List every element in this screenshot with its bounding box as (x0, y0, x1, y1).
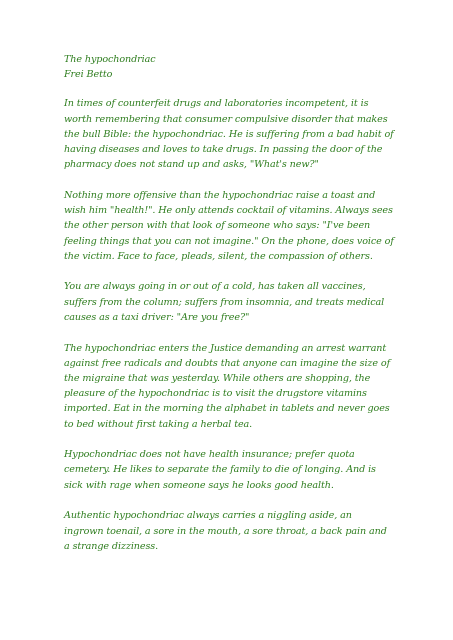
paragraph-4: The hypochondriac enters the Justice demanding an arrest warrant against free radicals and doubts that anyone can imagine the size of the migraine that was yesterday. While others are shopping, the pleasure of the hypochondriac is to visit the drugstore vitamins imported. Eat in the morning the alphabet in tablets and never goes to bed without first taking a herbal tea. (64, 342, 391, 430)
paragraph-5: Hypochondriac does not have health insurance; prefer quota cemetery. He likes to separate the family to die of longing. And is sick with rage when someone says he looks good health. (64, 449, 376, 491)
paragraph-3: You are always going in or out of a cold, has taken all vaccines, suffers from the column; suffers from insomnia, and treats medical causes as a taxi driver: "Are you free?" (64, 281, 385, 323)
paragraph-2: Nothing more offensive than the hypochondriac raise a toast and wish him "health!". He only attends cocktail of vitamins. Always sees the other person with that look of someone who says: "I've been feeling things that you can not imagine." On the phone, does voice of the victim. Face to face, pleads, silent, the compassion of others. (64, 189, 394, 262)
paragraph-6: Authentic hypochondriac always carries a niggling aside, an ingrown toenail, a sore in the mouth, a sore throat, a back pain and a strange dizziness. (64, 510, 387, 552)
paragraph-1: In times of counterfeit drugs and laboratories incompetent, it is worth remembering that consumer compulsive disorder that makes the bull Bible: the hypochondriac. He is suffering from a bad habit of having diseases and loves to take drugs. In passing the door of the pharmacy does not stand up and asks, "What's new?" (64, 98, 394, 171)
document-body (64, 52, 394, 569)
document-author: Frei Betto (64, 69, 113, 81)
title-block (64, 52, 394, 82)
document-title: The hypochondriac (64, 54, 156, 65)
